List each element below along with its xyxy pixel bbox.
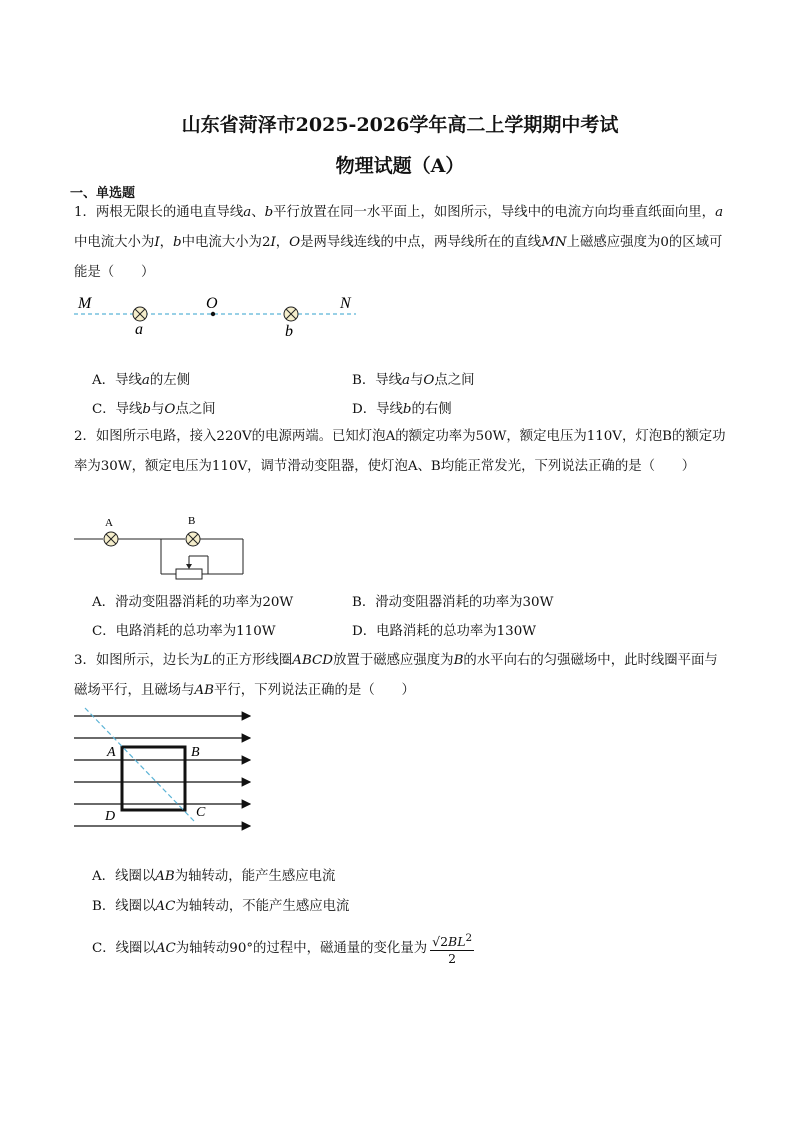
lamp-a-icon [104, 532, 118, 546]
label-corner-c: C [196, 805, 206, 820]
question-2-stem: 2．如图所示电路，接入220V的电源两端。已知灯泡A的额定功率为50W，额定电压为110V，灯泡B的额定功率为30W，额定电压为110V，调节滑动变阻器，使灯泡A、B均能正常发光，下列说法正确的是（ ） [74, 429, 726, 474]
label-b: b [285, 323, 293, 340]
flux-change-fraction: $\frac{√2BL^2}{2}$ [432, 932, 473, 967]
q1-option-d[interactable]: D．导线b的右侧 [352, 402, 452, 417]
q2-option-c[interactable]: C．电路消耗的总功率为110W [92, 624, 276, 639]
q3-option-a[interactable]: A．线圈以AB为轴转动，能产生感应电流 [92, 869, 336, 884]
question-1-stem: 1．两根无限长的通电直导线a、b平行放置在同一水平面上，如图所示，导线中的电流方向均垂直纸面向里，a中电流大小为I，b中电流大小为2I，O是两导线连线的中点，两导线所在的直线MN上磁感应强度为0的区域可能是（ ） [74, 205, 724, 280]
section-heading: 一、单选题 [70, 186, 136, 201]
label-m: M [78, 295, 92, 312]
label-corner-a: A [107, 745, 116, 760]
document-subtitle: 物理试题（A） [335, 155, 465, 177]
q2-option-d[interactable]: D．电路消耗的总功率为130W [352, 624, 536, 639]
rheostat-icon [176, 556, 208, 579]
wire-b-into-page-icon [284, 307, 298, 321]
label-lamp-b: B [188, 515, 196, 527]
point-o-dot [211, 312, 215, 316]
label-corner-b: B [191, 745, 200, 760]
lamp-b-icon [186, 532, 200, 546]
wire-a-into-page-icon [133, 307, 147, 321]
q1-option-b[interactable]: B．导线a与O点之间 [352, 373, 475, 388]
q2-option-a[interactable]: A．滑动变阻器消耗的功率为20W [92, 595, 294, 610]
q1-option-c[interactable]: C．导线b与O点之间 [92, 402, 216, 417]
question-3-stem: 3．如图所示，边长为L的正方形线圈ABCD放置于磁感应强度为B的水平向右的匀强磁场中，此时线圈平面与磁场平行，且磁场与AB平行，下列说法正确的是（ ） [74, 653, 718, 698]
label-lamp-a: A [105, 517, 113, 529]
figure-wires-diagram [72, 292, 362, 342]
q2-option-b[interactable]: B．滑动变阻器消耗的功率为30W [352, 595, 554, 610]
q3-option-c[interactable]: C．线圈以AC为轴转动90°的过程中，磁通量的变化量为 $\frac{√2BL^2}{2}$ [92, 932, 473, 967]
label-corner-d: D [105, 809, 116, 824]
label-o: O [206, 295, 218, 312]
document-title: 山东省菏泽市2025-2026学年高二上学期期中考试 [181, 114, 619, 136]
q1-option-a[interactable]: A．导线a的左侧 [92, 373, 190, 388]
label-n: N [340, 295, 351, 312]
q3-option-b[interactable]: B．线圈以AC为轴转动，不能产生感应电流 [92, 899, 350, 914]
label-a: a [135, 321, 143, 338]
figure-circuit-diagram [72, 512, 252, 582]
figure-magnetic-field-coil [72, 704, 257, 839]
